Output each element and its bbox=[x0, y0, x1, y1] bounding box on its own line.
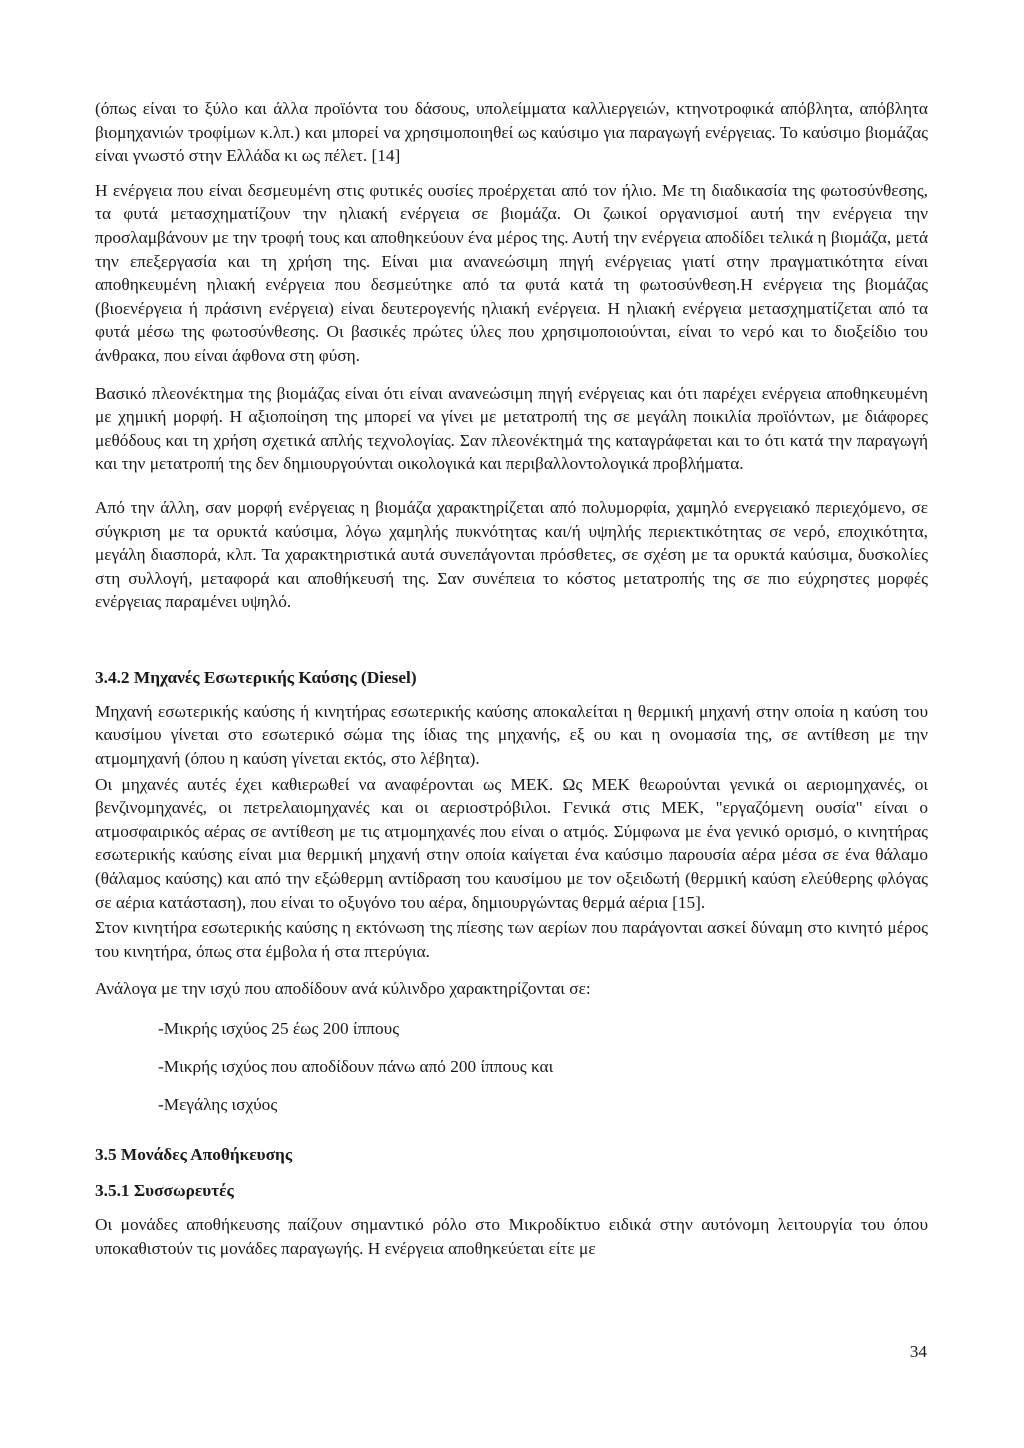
list-item: -Μικρής ισχύος 25 έως 200 ίππους bbox=[158, 1019, 400, 1038]
paragraph-biomass-disadvantages: Από την άλλη, σαν μορφή ενέργειας η βιομάζα χαρακτηρίζεται από πολυμορφία, χαμηλό ενεργειακό περιεχόμενο, σε σύγκριση με τα ορυκτά καύσιμα, λόγω χαμηλής πυκνότητας και/ή υψηλής περιεκτικότητας σε νερό, εποχικότητα, μεγάλη διασπορά, κλπ. Τα χαρακτηριστικά αυτά συνεπάγονται πρόσθετες, σε σχέση με τα ορυκτά καύσιμα, δυσκολίες στη συλλογή, μεταφορά και αποθήκευσή της. Σαν συνέπεια το κόστος μετατροπής της σε πιο εύχρηστες μορφές ενέργειας παραμένει υψηλό. bbox=[95, 497, 928, 612]
section-heading-351: 3.5.1 Συσσωρευτές bbox=[95, 1181, 234, 1200]
page-number: 34 bbox=[909, 1342, 927, 1361]
paragraph-power-classification: Ανάλογα με την ισχύ που αποδίδουν ανά κύλινδρο χαρακτηρίζονται σε: bbox=[95, 979, 591, 999]
section-heading-342: 3.4.2 Μηχανές Εσωτερικής Καύσης (Diesel) bbox=[95, 667, 417, 687]
paragraph-ice-expansion: Στον κινητήρα εσωτερικής καύσης η εκτόνωση της πίεσης των αερίων που παράγονται ασκεί δύναμη στο κινητό μέρος του κινητήρα, όπως στα έμβολα ή στα πτερύγια. bbox=[95, 918, 928, 961]
list-item: -Μικρής ισχύος που αποδίδουν πάνω από 200 ίππους και bbox=[158, 1057, 554, 1076]
section-heading-35: 3.5 Μονάδες Αποθήκευσης bbox=[95, 1145, 293, 1164]
paragraph-biomass-advantages: Βασικό πλεονέκτημα της βιομάζας είναι ότι είναι ανανεώσιμη πηγή ενέργειας και ότι παρέχει ενέργεια αποθηκευμένη με χημική μορφή. Η αξιοποίηση της μπορεί να γίνει με μετατροπή της σε μεγάλη ποικιλία προϊόντων, με διάφορες μεθόδους και τη χρήση σχετικά απλής τεχνολογίας. Σαν πλεονέκτημά της καταγράφεται και το ότι κατά την παραγωγή και την μετατροπή της δεν δημιουργούνται οικολογικά και περιβαλλοντολογικά προβλήματα. bbox=[95, 383, 928, 474]
document-page bbox=[95, 97, 928, 1260]
paragraph-mek-definition: Οι μηχανές αυτές έχει καθιερωθεί να αναφέρονται ως ΜΕΚ. Ως ΜΕΚ θεωρούνται γενικά οι αεριομηχανές, οι βενζινομηχανές, οι πετρελαιομηχανές και οι αεριοστρόβιλοι. Γενικά στις ΜΕΚ, "εργαζόμενη ουσία" είναι ο ατμοσφαιρικός αέρας σε αντίθεση με τις ατμομηχανές που είναι ο ατμός. Σύμφωνα με ένα γενικό ορισμό, ο κινητήρας εσωτερικής καύσης είναι μια θερμική μηχανή στην οποία καίγεται ένα καύσιμο παρουσία αέρα μέσα σε ένα θάλαμο (θάλαμος καύσης) και από την εξώθερμη αντίδραση του καυσίμου με τον οξειδωτή (θερμική καύση ελεύθερης φλόγας σε αέρια κατάσταση), που είναι το οξυγόνο του αέρα, δημιουργώντας θερμά αέρια [15]. bbox=[95, 774, 928, 912]
list-item: -Μεγάλης ισχύος bbox=[158, 1095, 278, 1114]
paragraph-storage-units: Οι μονάδες αποθήκευσης παίζουν σημαντικό ρόλο στο Μικροδίκτυο ειδικά στην αυτόνομη λειτουργία του όπου υποκαθιστούν τις μονάδες παραγωγής. Η ενέργεια αποθηκεύεται είτε με bbox=[95, 1215, 928, 1258]
paragraph-ice-definition: Μηχανή εσωτερικής καύσης ή κινητήρας εσωτερικής καύσης αποκαλείται η θερμική μηχανή στην οποία η καύση του καυσίμου γίνεται στο εσωτερικό σώμα της ίδιας της μηχανής, εξ ου και η ονομασία της, σε αντίθεση με την ατμομηχανή (όπου η καύση γίνεται εκτός, στο λέβητα). bbox=[95, 701, 928, 769]
paragraph-biomass-energy-origin: Η ενέργεια που είναι δεσμευμένη στις φυτικές ουσίες προέρχεται από τον ήλιο. Με τη διαδικασία της φωτοσύνθεσης, τα φυτά μετασχηματίζουν την ηλιακή ενέργεια σε βιομάζα. Οι ζωικοί οργανισμοί αυτή την ενέργεια την προσλαμβάνουν με την τροφή τους και αποθηκεύουν ένα μέρος της. Αυτή την ενέργεια αποδίδει τελικά η βιομάζα, μετά την επεξεργασία και τη χρήση της. Είναι μια ανανεώσιμη πηγή ενέργειας γιατί στην πραγματικότητα είναι αποθηκευμένη ηλιακή ενέργεια που δεσμεύτηκε από τα φυτά κατά τη φωτοσύνθεση.Η ενέργεια της βιομάζας (βιοενέργεια ή πράσινη ενέργεια) είναι δευτερογενής ηλιακή ενέργεια. Η ηλιακή ενέργεια μετασχηματίζεται από τα φυτά μέσω της φωτοσύνθεσης. Οι βασικές πρώτες ύλες που χρησιμοποιούνται, είναι το νερό και το διοξείδιο του άνθρακα, που είναι άφθονα στη φύση. bbox=[95, 180, 928, 365]
paragraph-biomass-sources: (όπως είναι το ξύλο και άλλα προϊόντα του δάσους, υπολείμματα καλλιεργειών, κτηνοτροφικά απόβλητα, απόβλητα βιομηχανιών τροφίμων κ.λπ.) και μπορεί να χρησιμοποιηθεί ως καύσιμο για παραγωγή ενέργειας. Το καύσιμο βιομάζας είναι γνωστό στην Ελλάδα κι ως πέλετ. [14] bbox=[95, 99, 928, 166]
power-classification-list bbox=[95, 1017, 928, 1117]
